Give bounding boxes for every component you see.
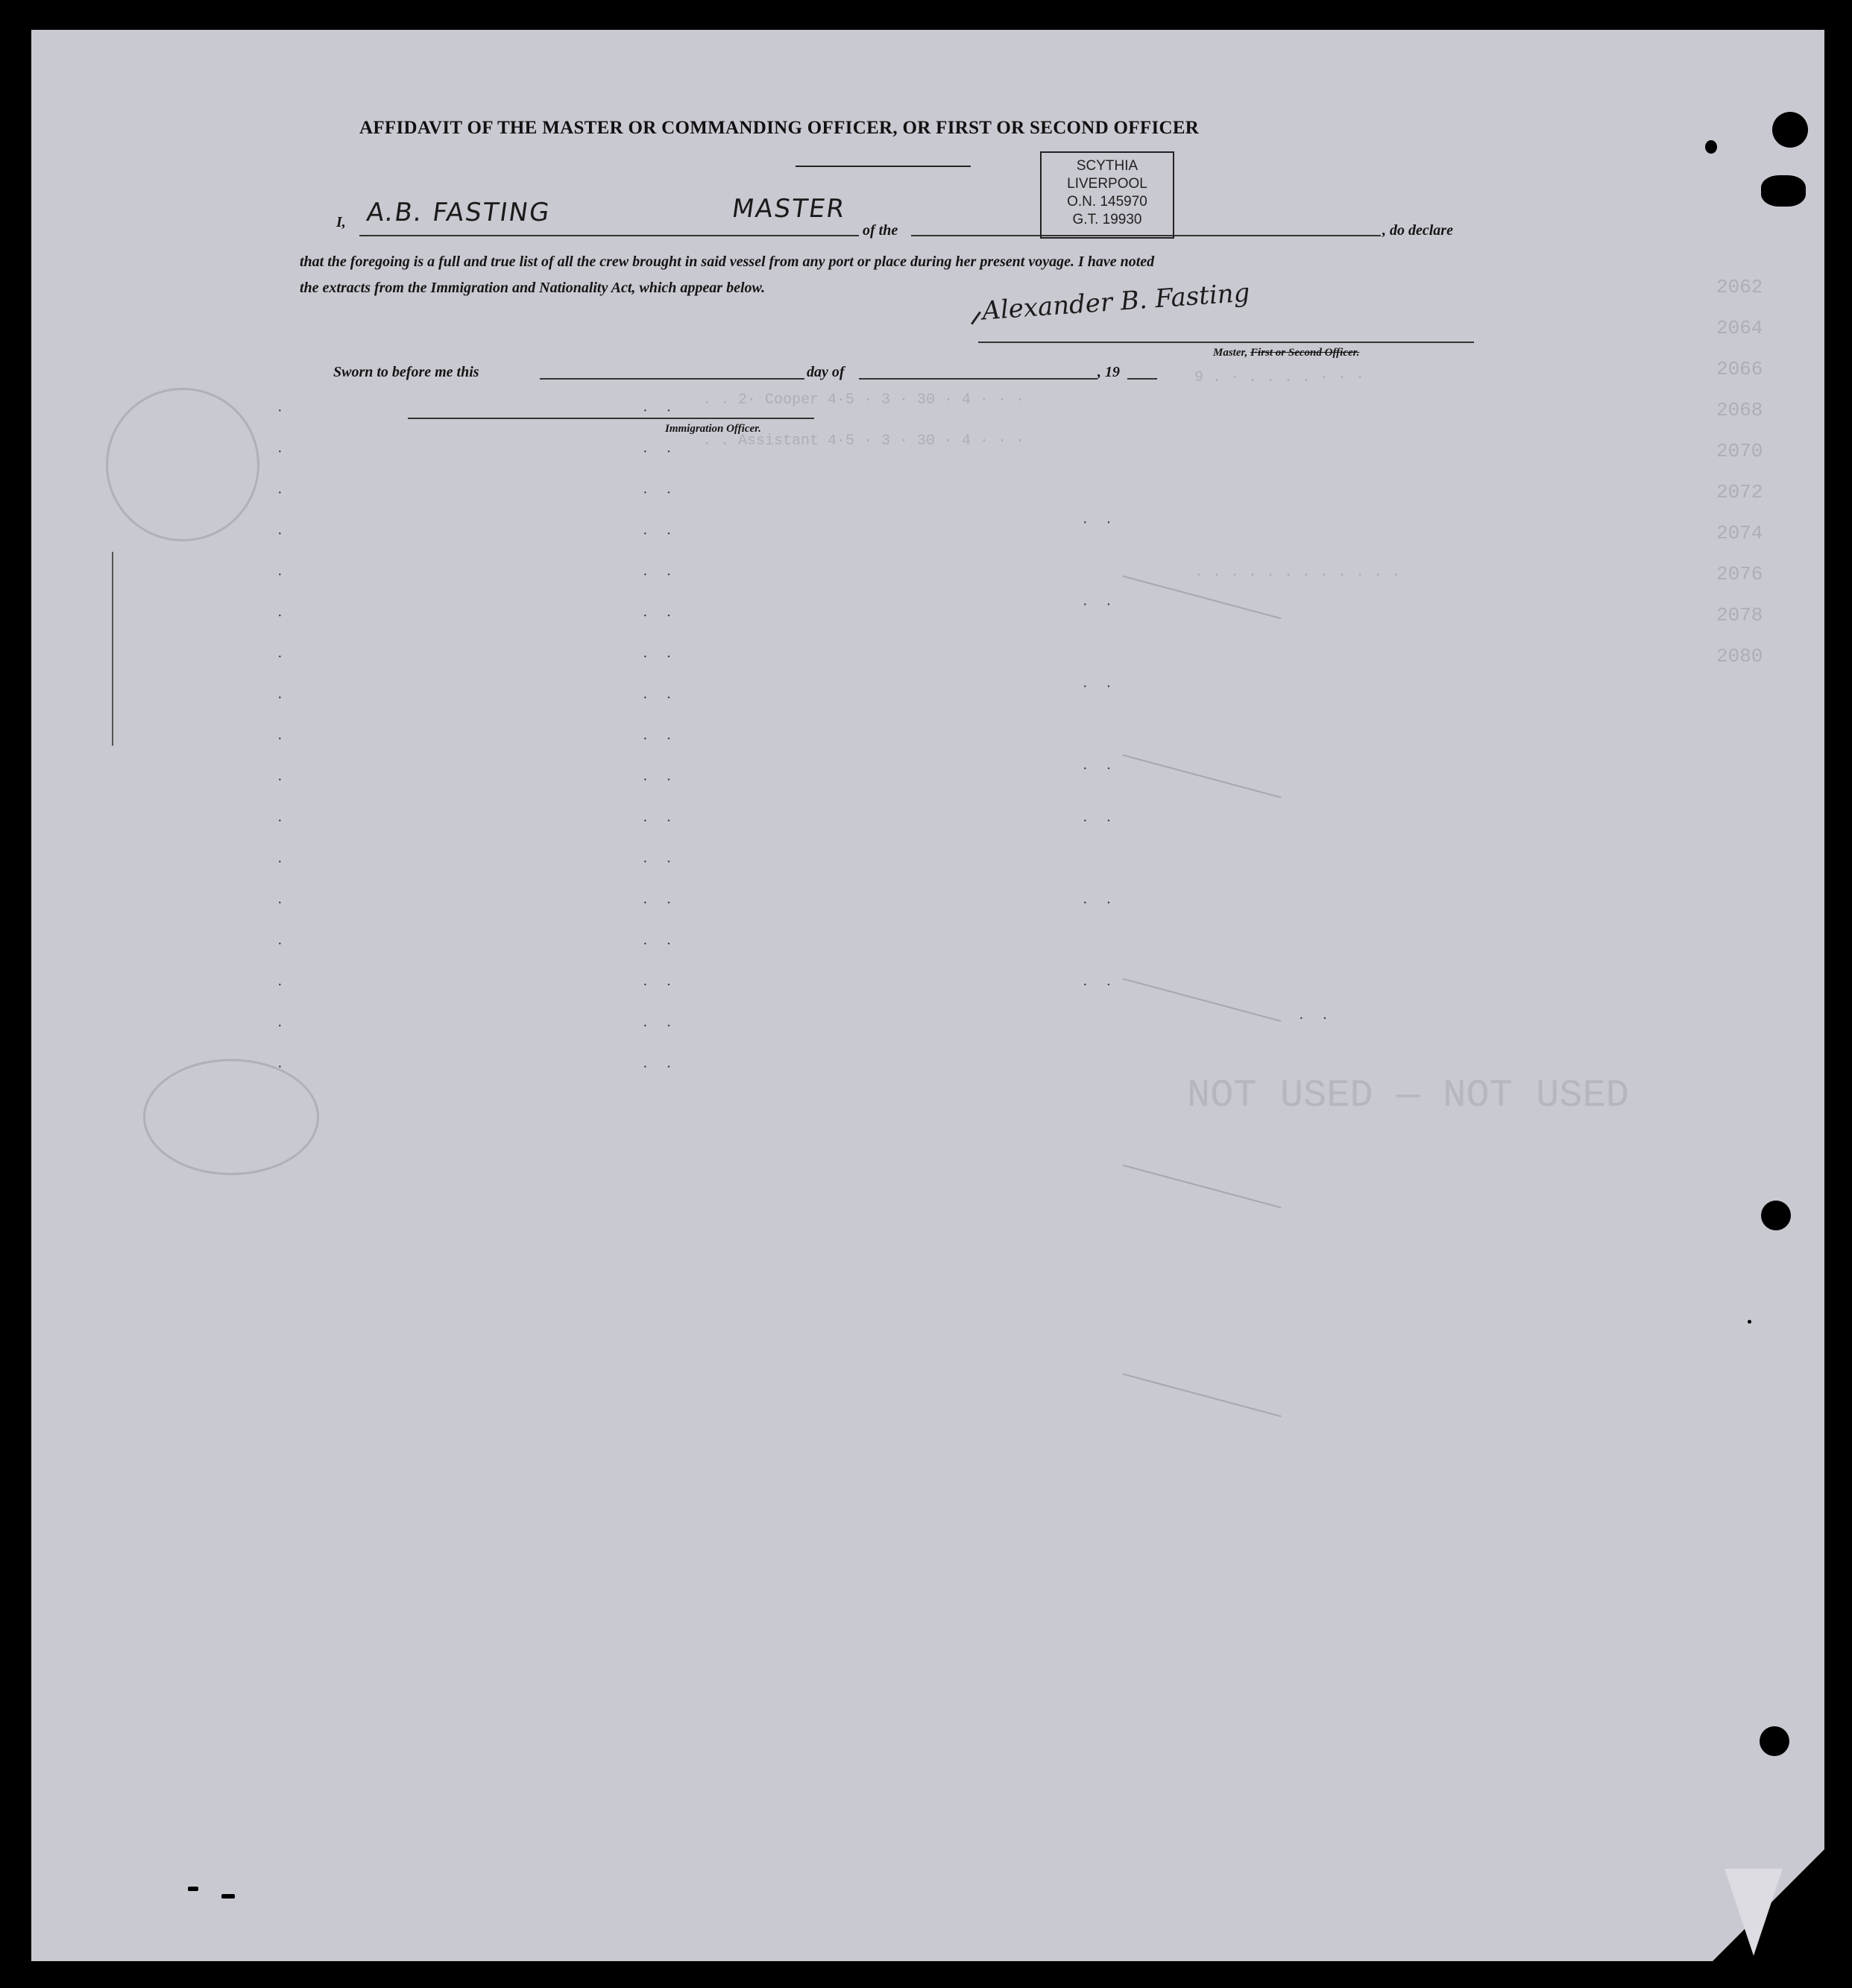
dot-column: · ·	[1083, 977, 1119, 993]
signature-role-label	[1213, 347, 1359, 359]
immigration-officer-line	[408, 418, 814, 419]
bleed-through-hatch	[1122, 1165, 1281, 1209]
sworn-year-label: , 19	[1097, 364, 1120, 380]
sworn-day-of-label: day of	[807, 364, 845, 380]
declaration-body-line2: the extracts from the Immigration and Nationality Act, which appear below.	[300, 280, 766, 296]
vessel-stamp	[1040, 151, 1174, 239]
declaration-body-line1: that the foregoing is a full and true list of all the crew brought in said vessel from any port or place during her present voyage. I have noted	[300, 254, 1155, 270]
dot-column: ·	[277, 485, 290, 501]
dot-column: · ·	[643, 1059, 679, 1075]
dot-column: ·	[277, 649, 290, 665]
dot-column: · ·	[1083, 679, 1119, 695]
sworn-day-fill-line	[540, 378, 804, 380]
stamp-gross-tonnage: G.T. 19930	[1072, 212, 1142, 227]
bleed-through-numbers: 2076	[1716, 563, 1763, 585]
dot-column: · ·	[1083, 515, 1119, 531]
role-struck-officer: First or Second Officer.	[1250, 347, 1360, 359]
bleed-through-numbers: 2072	[1716, 481, 1763, 503]
dot-column: · ·	[643, 772, 679, 788]
title-underline	[796, 166, 971, 167]
dot-column: ·	[277, 1059, 290, 1075]
dot-column: · ·	[643, 690, 679, 706]
dot-column: ·	[277, 567, 290, 583]
dot-column: · ·	[643, 895, 679, 911]
bleed-through-row: 9 . · . . . . · · ·	[1194, 369, 1365, 386]
dot-column: · ·	[1083, 597, 1119, 613]
dot-column: ·	[277, 1018, 290, 1034]
dot-column: · ·	[643, 936, 679, 952]
dot-column: ·	[277, 813, 290, 829]
dot-column: ·	[277, 403, 290, 419]
do-declare-label: , do declare	[1382, 222, 1453, 239]
bleed-through-numbers: 2074	[1716, 522, 1763, 544]
dot-column: · ·	[643, 485, 679, 501]
punch-hole	[1760, 1726, 1789, 1756]
faded-seal	[106, 388, 259, 541]
bleed-through-text: NOT USED — NOT USED	[1187, 1074, 1629, 1118]
dot-column: · ·	[643, 1018, 679, 1034]
bleed-through-numbers: 2064	[1716, 317, 1763, 339]
stamp-port: LIVERPOOL	[1067, 176, 1147, 192]
immigration-officer-label: Immigration Officer.	[665, 423, 761, 435]
dot-column: ·	[277, 608, 290, 624]
bleed-through-hatch	[1122, 978, 1281, 1022]
bleed-through-numbers: 2066	[1716, 358, 1763, 380]
name-fill-line	[359, 235, 859, 236]
dot-column: · ·	[643, 444, 679, 460]
dot-column: · ·	[1299, 1010, 1335, 1027]
role-master: Master,	[1213, 347, 1248, 359]
dot-column: ·	[277, 731, 290, 747]
dot-column: ·	[277, 977, 290, 993]
dot-column: · ·	[643, 977, 679, 993]
bleed-through-numbers: 2070	[1716, 440, 1763, 462]
dot-column: · ·	[1083, 813, 1119, 829]
bleed-through-row: . . Assistant 4·5 · 3 · 30 · 4 · · ·	[702, 432, 1025, 450]
bleed-through-numbers: 2078	[1716, 604, 1763, 626]
bleed-through-row: . . 2· Cooper 4·5 · 3 · 30 · 4 · · ·	[702, 391, 1025, 409]
bleed-through-numbers: 2062	[1716, 276, 1763, 298]
master-signature: Alexander B. Fasting	[981, 277, 1251, 327]
punch-hole	[1761, 1201, 1791, 1230]
dot-column: ·	[277, 526, 290, 542]
signature-flourish	[971, 311, 981, 324]
bleed-through-numbers: 2068	[1716, 399, 1763, 421]
ink-speck	[1705, 140, 1717, 154]
dot-column: · ·	[643, 813, 679, 829]
ink-speck	[221, 1894, 235, 1899]
dot-column: ·	[277, 444, 290, 460]
dot-column: · ·	[1083, 895, 1119, 911]
dot-column: · ·	[1083, 761, 1119, 777]
bleed-through-hatch	[1122, 755, 1281, 799]
punch-hole	[1772, 112, 1808, 148]
bleed-through-numbers: 2080	[1716, 645, 1763, 667]
of-the-label: of the	[863, 222, 898, 239]
officer-name-handwritten: A.B. FASTING	[365, 198, 553, 227]
ink-speck	[1748, 1320, 1751, 1324]
document-sheet	[31, 30, 1824, 1961]
margin-line	[112, 552, 113, 746]
stamp-ship-name: SCYTHIA	[1076, 158, 1138, 174]
faded-seal	[143, 1059, 319, 1175]
sworn-prefix: Sworn to before me this	[333, 364, 479, 380]
affidavit-title: AFFIDAVIT OF THE MASTER OR COMMANDING OFFICER, OR FIRST OR SECOND OFFICER	[359, 118, 1200, 138]
officer-rank-handwritten: MASTER	[730, 194, 848, 224]
dot-column: ·	[277, 772, 290, 788]
dot-column: ·	[277, 854, 290, 870]
sworn-year-fill-line	[1127, 378, 1157, 380]
declaration-prefix: I,	[336, 214, 346, 230]
dot-column: · ·	[643, 403, 679, 419]
sworn-month-fill-line	[859, 378, 1097, 380]
dot-column: · ·	[643, 567, 679, 583]
dot-column: ·	[277, 936, 290, 952]
dot-column: · ·	[643, 854, 679, 870]
dot-column: ·	[277, 690, 290, 706]
punch-hole-torn	[1761, 175, 1806, 207]
bleed-through-row: · · · · · · · · · · · ·	[1194, 567, 1401, 584]
dot-column: · ·	[643, 526, 679, 542]
signature-line	[978, 342, 1474, 343]
ink-speck	[188, 1887, 198, 1891]
dot-column: · ·	[643, 608, 679, 624]
dot-column: ·	[277, 895, 290, 911]
stamp-official-number: O.N. 145970	[1067, 194, 1147, 210]
dot-column: · ·	[643, 731, 679, 747]
bleed-through-hatch	[1122, 1374, 1281, 1418]
dot-column: · ·	[643, 649, 679, 665]
